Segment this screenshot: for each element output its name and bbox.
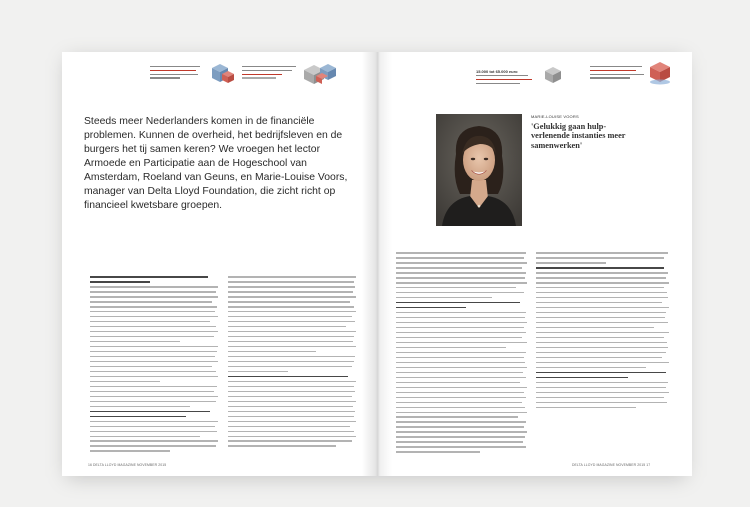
pullquote-kicker: MARIE-LOUISE VOORS — [531, 114, 579, 119]
isometric-blocks-icon — [208, 60, 238, 86]
left-folio: 16 DELTA LLOYD MAGAZINE NOVEMBER 2015 — [88, 463, 167, 467]
left-page-column-2 — [228, 276, 358, 466]
right-page-column-2 — [536, 252, 670, 466]
isometric-houses-icon — [300, 58, 340, 88]
infographic-blurb-1 — [150, 66, 204, 79]
portrait-photo — [436, 114, 522, 226]
infographic-blurb-3 — [590, 66, 646, 79]
stat-callout: 15.000 tot 65.000 euro — [476, 69, 518, 74]
headline-intro: Steeds meer Nederlanders komen in de financiële problemen. Kunnen de overheid, het bedrijfsleven en de burgers het tij samen keren? We vroegen het lector Armoede en Participatie aan de Hogeschool van Amsterdam, Roeland van Geuns, en Marie-Louise Voors, manager van Delta Lloyd Foundation, die zicht richt op financieel kwetsbare groepen. — [84, 116, 348, 211]
isometric-red-box-icon — [646, 58, 674, 86]
left-page-column-1 — [90, 276, 220, 466]
isometric-stack-icon — [542, 64, 568, 86]
right-folio: DELTA LLOYD MAGAZINE NOVEMBER 2015 17 — [572, 463, 651, 467]
stat-callout-body — [476, 75, 534, 84]
infographic-blurb-2 — [242, 66, 302, 79]
portrait-woman-illustration — [436, 114, 522, 226]
right-page-column-1 — [396, 252, 528, 466]
pullquote: 'Gelukkig gaan hulp-verlenende instanties meer samenwerken' — [531, 122, 626, 150]
